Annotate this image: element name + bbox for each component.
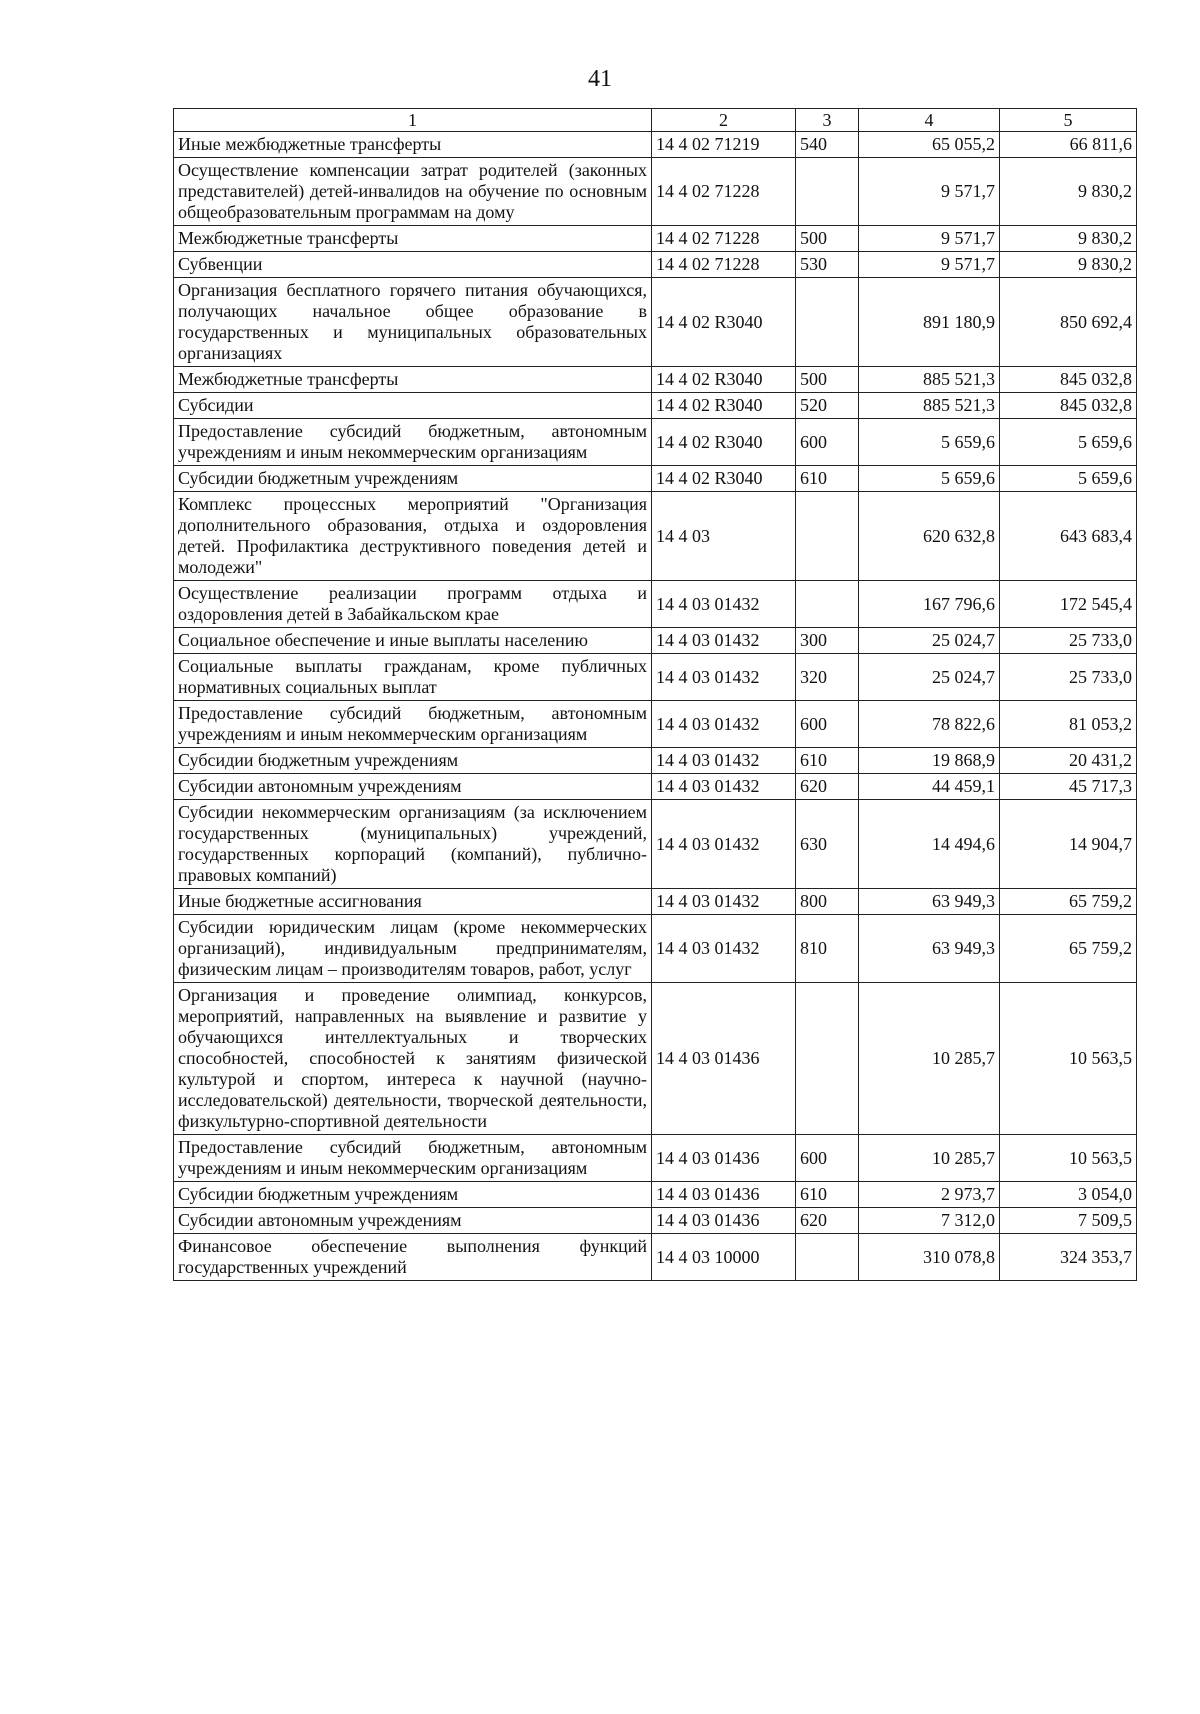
row-value-col4-cell: 5 659,6 xyxy=(859,466,1000,492)
row-name-cell: Социальные выплаты гражданам, кроме публичных нормативных социальных выплат xyxy=(174,654,652,701)
row-name-cell: Осуществление реализации программ отдыха и оздоровления детей в Забайкальском крае xyxy=(174,581,652,628)
table-row xyxy=(174,226,1137,252)
row-type-cell xyxy=(796,278,859,367)
table-row xyxy=(174,748,1137,774)
row-type-cell xyxy=(796,158,859,226)
row-code-cell: 14 4 02 R3040 xyxy=(652,278,796,367)
row-value-col5-cell: 850 692,4 xyxy=(1000,278,1137,367)
row-value-col4-cell: 65 055,2 xyxy=(859,132,1000,158)
row-name-cell: Иные межбюджетные трансферты xyxy=(174,132,652,158)
row-value-col5-cell: 25 733,0 xyxy=(1000,628,1137,654)
row-value-col5-cell: 643 683,4 xyxy=(1000,492,1137,581)
row-type-cell: 600 xyxy=(796,701,859,748)
row-type-cell: 520 xyxy=(796,393,859,419)
table-row xyxy=(174,1208,1137,1234)
table-row xyxy=(174,889,1137,915)
table-row xyxy=(174,1135,1137,1182)
row-name-cell: Субсидии автономным учреждениям xyxy=(174,774,652,800)
row-value-col4-cell: 14 494,6 xyxy=(859,800,1000,889)
table-row xyxy=(174,628,1137,654)
row-code-cell: 14 4 03 01436 xyxy=(652,1208,796,1234)
table-row xyxy=(174,132,1137,158)
row-code-cell: 14 4 02 R3040 xyxy=(652,419,796,466)
row-code-cell: 14 4 03 01432 xyxy=(652,581,796,628)
row-name-cell: Предоставление субсидий бюджетным, автономным учреждениям и иным некоммерческим организациям xyxy=(174,701,652,748)
row-value-col4-cell: 891 180,9 xyxy=(859,278,1000,367)
page-number: 41 xyxy=(588,66,612,92)
row-code-cell: 14 4 03 01436 xyxy=(652,983,796,1135)
row-type-cell: 530 xyxy=(796,252,859,278)
row-value-col5-cell: 45 717,3 xyxy=(1000,774,1137,800)
row-value-col4-cell: 25 024,7 xyxy=(859,654,1000,701)
row-type-cell: 610 xyxy=(796,466,859,492)
column-header: 4 xyxy=(859,109,1000,132)
row-name-cell: Субсидии юридическим лицам (кроме некоммерческих организаций), индивидуальным предпринимателям, физическим лицам – производителям товаров, работ, услуг xyxy=(174,915,652,983)
table-row xyxy=(174,393,1137,419)
row-value-col4-cell: 5 659,6 xyxy=(859,419,1000,466)
row-name-cell: Осуществление компенсации затрат родителей (законных представителей) детей-инвалидов на обучение по основным общеобразовательным программам на дому xyxy=(174,158,652,226)
row-value-col5-cell: 25 733,0 xyxy=(1000,654,1137,701)
table-row xyxy=(174,278,1137,367)
row-value-col4-cell: 63 949,3 xyxy=(859,915,1000,983)
row-value-col5-cell: 65 759,2 xyxy=(1000,889,1137,915)
row-code-cell: 14 4 03 01432 xyxy=(652,774,796,800)
row-type-cell xyxy=(796,1234,859,1281)
row-name-cell: Межбюджетные трансферты xyxy=(174,226,652,252)
table-row xyxy=(174,654,1137,701)
row-name-cell: Иные бюджетные ассигнования xyxy=(174,889,652,915)
table-row xyxy=(174,1182,1137,1208)
row-value-col5-cell: 5 659,6 xyxy=(1000,466,1137,492)
table-row xyxy=(174,800,1137,889)
row-code-cell: 14 4 02 71228 xyxy=(652,226,796,252)
row-type-cell: 800 xyxy=(796,889,859,915)
row-value-col5-cell: 10 563,5 xyxy=(1000,1135,1137,1182)
row-code-cell: 14 4 02 71219 xyxy=(652,132,796,158)
row-value-col4-cell: 10 285,7 xyxy=(859,983,1000,1135)
table-row xyxy=(174,701,1137,748)
row-type-cell: 610 xyxy=(796,748,859,774)
row-name-cell: Субсидии бюджетным учреждениям xyxy=(174,748,652,774)
column-header-row xyxy=(174,109,1137,132)
row-code-cell: 14 4 03 10000 xyxy=(652,1234,796,1281)
table-row xyxy=(174,252,1137,278)
row-value-col4-cell: 10 285,7 xyxy=(859,1135,1000,1182)
row-code-cell: 14 4 03 01432 xyxy=(652,915,796,983)
row-name-cell: Субсидии некоммерческим организациям (за исключением государственных (муниципальных) учреждений, государственных корпораций (компаний), публично-правовых компаний) xyxy=(174,800,652,889)
row-value-col5-cell: 9 830,2 xyxy=(1000,252,1137,278)
row-type-cell: 620 xyxy=(796,774,859,800)
row-type-cell: 500 xyxy=(796,226,859,252)
row-name-cell: Субсидии xyxy=(174,393,652,419)
row-code-cell: 14 4 02 71228 xyxy=(652,158,796,226)
table-row xyxy=(174,983,1137,1135)
column-header: 5 xyxy=(1000,109,1137,132)
row-code-cell: 14 4 03 01432 xyxy=(652,701,796,748)
row-name-cell: Предоставление субсидий бюджетным, автономным учреждениям и иным некоммерческим организациям xyxy=(174,419,652,466)
row-name-cell: Социальное обеспечение и иные выплаты населению xyxy=(174,628,652,654)
row-name-cell: Финансовое обеспечение выполнения функций государственных учреждений xyxy=(174,1234,652,1281)
row-name-cell: Организация и проведение олимпиад, конкурсов, мероприятий, направленных на выявление и развитие у обучающихся интеллектуальных и творческих способностей, способностей к занятиям физической культурой и спортом, интереса к научной (научно-исследовательской) деятельности, творческой деятельности, физкультурно-спортивной деятельности xyxy=(174,983,652,1135)
row-value-col4-cell: 9 571,7 xyxy=(859,252,1000,278)
row-value-col5-cell: 20 431,2 xyxy=(1000,748,1137,774)
column-header: 1 xyxy=(174,109,652,132)
row-value-col5-cell: 65 759,2 xyxy=(1000,915,1137,983)
budget-table xyxy=(173,108,1137,1281)
row-name-cell: Организация бесплатного горячего питания обучающихся, получающих начальное общее образование в государственных и муниципальных образовательных организациях xyxy=(174,278,652,367)
row-value-col4-cell: 885 521,3 xyxy=(859,393,1000,419)
row-value-col4-cell: 167 796,6 xyxy=(859,581,1000,628)
row-name-cell: Субсидии автономным учреждениям xyxy=(174,1208,652,1234)
row-value-col5-cell: 172 545,4 xyxy=(1000,581,1137,628)
table-row xyxy=(174,915,1137,983)
row-value-col4-cell: 44 459,1 xyxy=(859,774,1000,800)
row-value-col5-cell: 81 053,2 xyxy=(1000,701,1137,748)
row-type-cell: 610 xyxy=(796,1182,859,1208)
row-value-col5-cell: 66 811,6 xyxy=(1000,132,1137,158)
row-value-col4-cell: 885 521,3 xyxy=(859,367,1000,393)
row-code-cell: 14 4 02 R3040 xyxy=(652,466,796,492)
row-name-cell: Субсидии бюджетным учреждениям xyxy=(174,466,652,492)
row-type-cell: 630 xyxy=(796,800,859,889)
table-body xyxy=(174,132,1137,1281)
row-type-cell: 540 xyxy=(796,132,859,158)
row-code-cell: 14 4 03 01432 xyxy=(652,654,796,701)
row-value-col4-cell: 7 312,0 xyxy=(859,1208,1000,1234)
row-type-cell: 320 xyxy=(796,654,859,701)
row-value-col5-cell: 3 054,0 xyxy=(1000,1182,1137,1208)
row-type-cell: 600 xyxy=(796,1135,859,1182)
row-name-cell: Межбюджетные трансферты xyxy=(174,367,652,393)
row-code-cell: 14 4 03 01432 xyxy=(652,889,796,915)
row-value-col5-cell: 5 659,6 xyxy=(1000,419,1137,466)
row-code-cell: 14 4 03 xyxy=(652,492,796,581)
row-code-cell: 14 4 02 R3040 xyxy=(652,367,796,393)
row-type-cell: 620 xyxy=(796,1208,859,1234)
table-row xyxy=(174,774,1137,800)
row-value-col5-cell: 14 904,7 xyxy=(1000,800,1137,889)
row-value-col4-cell: 63 949,3 xyxy=(859,889,1000,915)
row-name-cell: Субсидии бюджетным учреждениям xyxy=(174,1182,652,1208)
row-code-cell: 14 4 02 71228 xyxy=(652,252,796,278)
row-code-cell: 14 4 02 R3040 xyxy=(652,393,796,419)
table-row xyxy=(174,158,1137,226)
row-name-cell: Предоставление субсидий бюджетным, автономным учреждениям и иным некоммерческим организациям xyxy=(174,1135,652,1182)
row-value-col4-cell: 19 868,9 xyxy=(859,748,1000,774)
table-row xyxy=(174,1234,1137,1281)
row-code-cell: 14 4 03 01436 xyxy=(652,1135,796,1182)
table-row xyxy=(174,581,1137,628)
row-type-cell xyxy=(796,581,859,628)
row-value-col4-cell: 78 822,6 xyxy=(859,701,1000,748)
row-type-cell: 300 xyxy=(796,628,859,654)
row-value-col5-cell: 7 509,5 xyxy=(1000,1208,1137,1234)
row-name-cell: Комплекс процессных мероприятий "Организация дополнительного образования, отдыха и оздоровления детей. Профилактика деструктивного поведения детей и молодежи" xyxy=(174,492,652,581)
column-header: 2 xyxy=(652,109,796,132)
row-type-cell xyxy=(796,492,859,581)
table-row xyxy=(174,367,1137,393)
table-row xyxy=(174,419,1137,466)
row-code-cell: 14 4 03 01432 xyxy=(652,800,796,889)
row-value-col5-cell: 845 032,8 xyxy=(1000,367,1137,393)
table-row xyxy=(174,466,1137,492)
row-code-cell: 14 4 03 01432 xyxy=(652,628,796,654)
row-type-cell: 600 xyxy=(796,419,859,466)
row-value-col5-cell: 10 563,5 xyxy=(1000,983,1137,1135)
column-header: 3 xyxy=(796,109,859,132)
row-code-cell: 14 4 03 01436 xyxy=(652,1182,796,1208)
row-value-col5-cell: 845 032,8 xyxy=(1000,393,1137,419)
row-type-cell: 810 xyxy=(796,915,859,983)
row-value-col4-cell: 9 571,7 xyxy=(859,158,1000,226)
row-value-col4-cell: 25 024,7 xyxy=(859,628,1000,654)
row-code-cell: 14 4 03 01432 xyxy=(652,748,796,774)
row-name-cell: Субвенции xyxy=(174,252,652,278)
row-type-cell xyxy=(796,983,859,1135)
row-value-col4-cell: 2 973,7 xyxy=(859,1182,1000,1208)
row-value-col5-cell: 9 830,2 xyxy=(1000,158,1137,226)
table-row xyxy=(174,492,1137,581)
row-type-cell: 500 xyxy=(796,367,859,393)
row-value-col4-cell: 310 078,8 xyxy=(859,1234,1000,1281)
row-value-col4-cell: 9 571,7 xyxy=(859,226,1000,252)
row-value-col5-cell: 9 830,2 xyxy=(1000,226,1137,252)
row-value-col5-cell: 324 353,7 xyxy=(1000,1234,1137,1281)
row-value-col4-cell: 620 632,8 xyxy=(859,492,1000,581)
